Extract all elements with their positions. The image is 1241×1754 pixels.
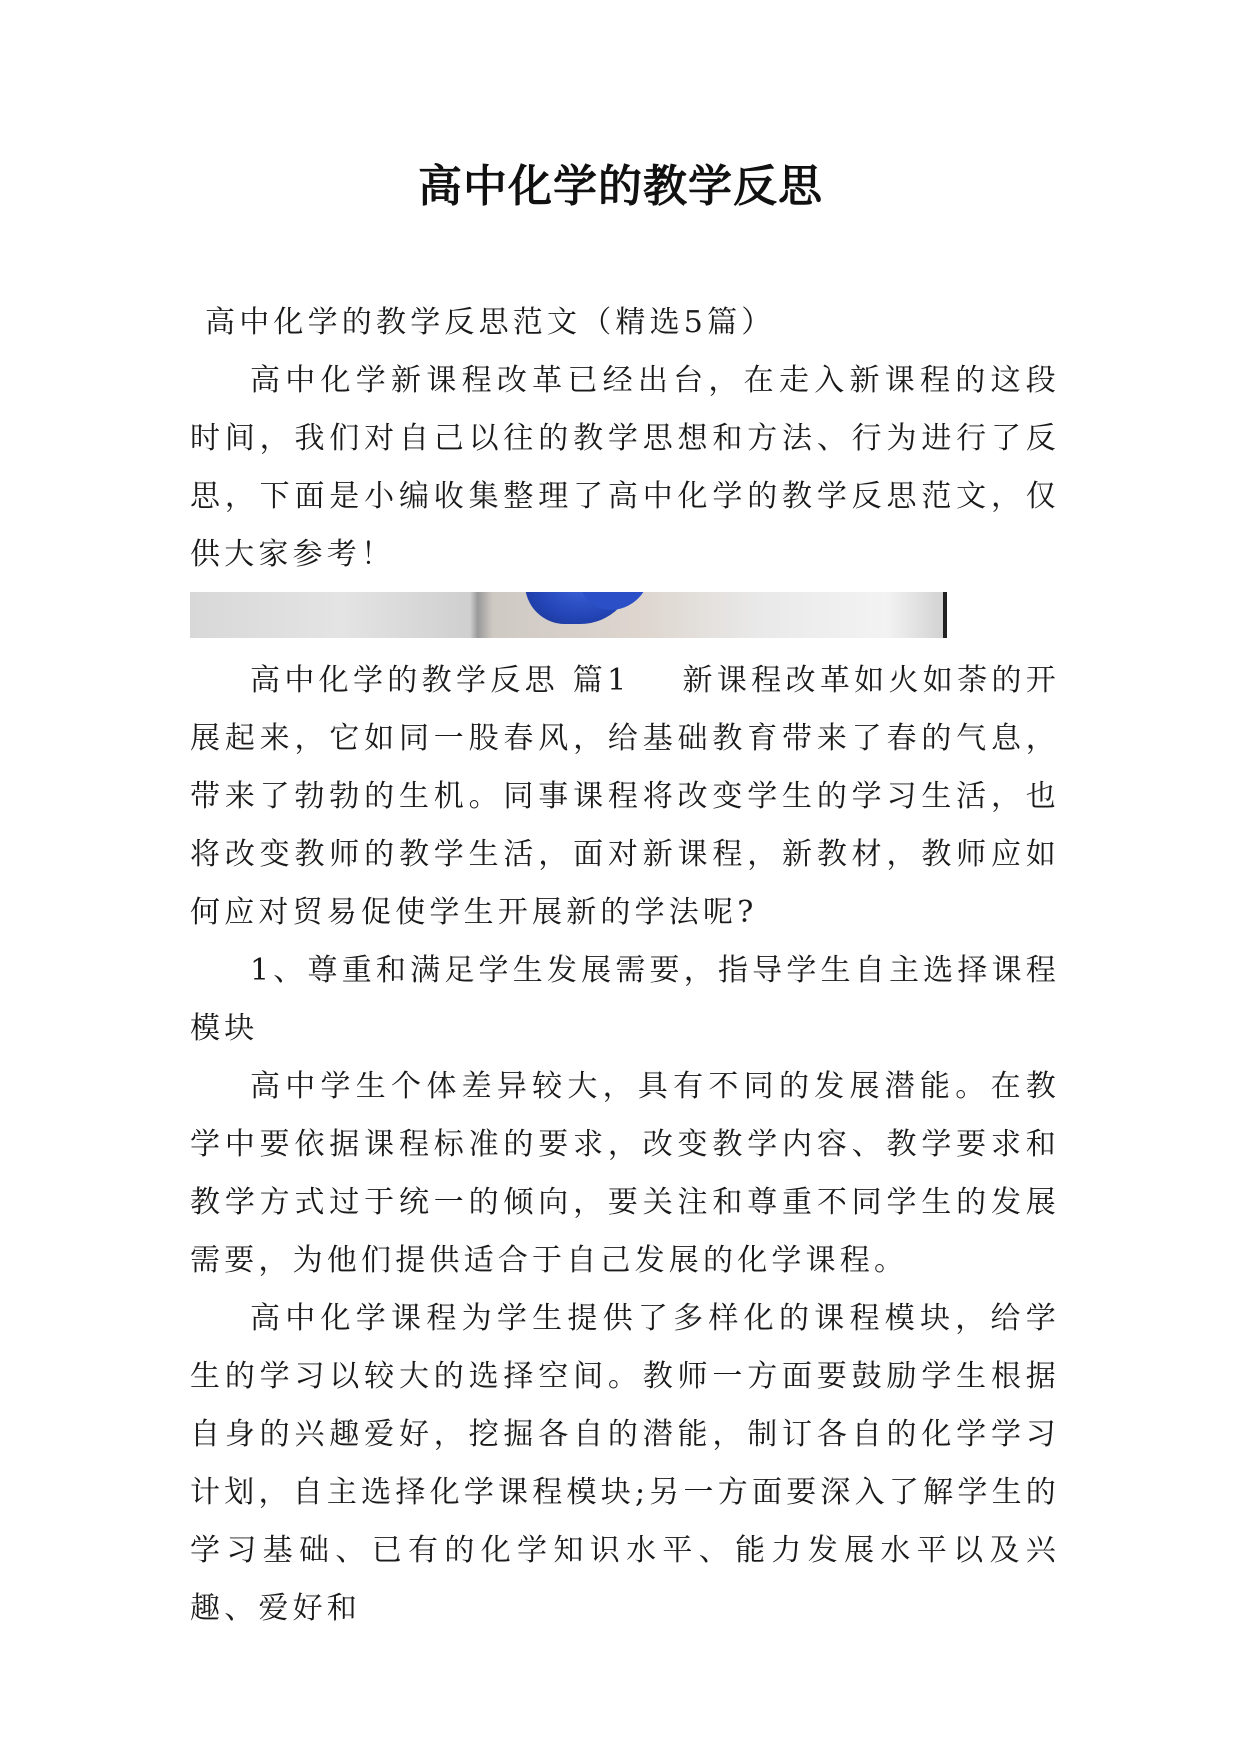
document-title: 高中化学的教学反思: [418, 161, 823, 212]
paragraph-text: 新课程改革如火如荼的开展起来，它如同一股春风，给基础教育带来了春的气息，带来了勃勃的生机。同事课程将改变学生的学习生活，也将改变教师的教学生活，面对新课程，新教材，教师应如何应对贸易促使学生开展新的学法呢?: [190, 663, 1060, 930]
body-paragraph: 1、尊重和满足学生发展需要，指导学生自主选择课程模块: [190, 953, 1060, 1046]
document-body: [190, 294, 1060, 1638]
intro-paragraph: 高中化学新课程改革已经出台，在走入新课程的这段时间，我们对自己以往的教学思想和方法、行为进行了反思，下面是小编收集整理了高中化学的教学反思范文，仅供大家参考！: [190, 363, 1060, 572]
section-paragraph-1: [190, 652, 1060, 942]
image-edge: [943, 592, 947, 638]
section-heading: 高中化学的教学反思 篇1: [250, 663, 631, 698]
lab-photo-image: [190, 592, 947, 638]
body-paragraph: 高中化学课程为学生提供了多样化的课程模块，给学生的学习以较大的选择空间。教师一方面要鼓励学生根据自身的兴趣爱好，挖掘各自的潜能，制订各自的化学学习计划，自主选择化学课程模块;另一方面要深入了解学生的学习基础、已有的化学知识水平、能力发展水平以及兴趣、爱好和: [190, 1301, 1060, 1626]
document-subtitle: 高中化学的教学反思范文（精选5篇）: [205, 305, 776, 340]
body-paragraph: 高中学生个体差异较大，具有不同的发展潜能。在教学中要依据课程标准的要求，改变教学内容、教学要求和教学方式过于统一的倾向，要关注和尊重不同学生的发展需要，为他们提供适合于自己发展的化学课程。: [190, 1069, 1060, 1278]
